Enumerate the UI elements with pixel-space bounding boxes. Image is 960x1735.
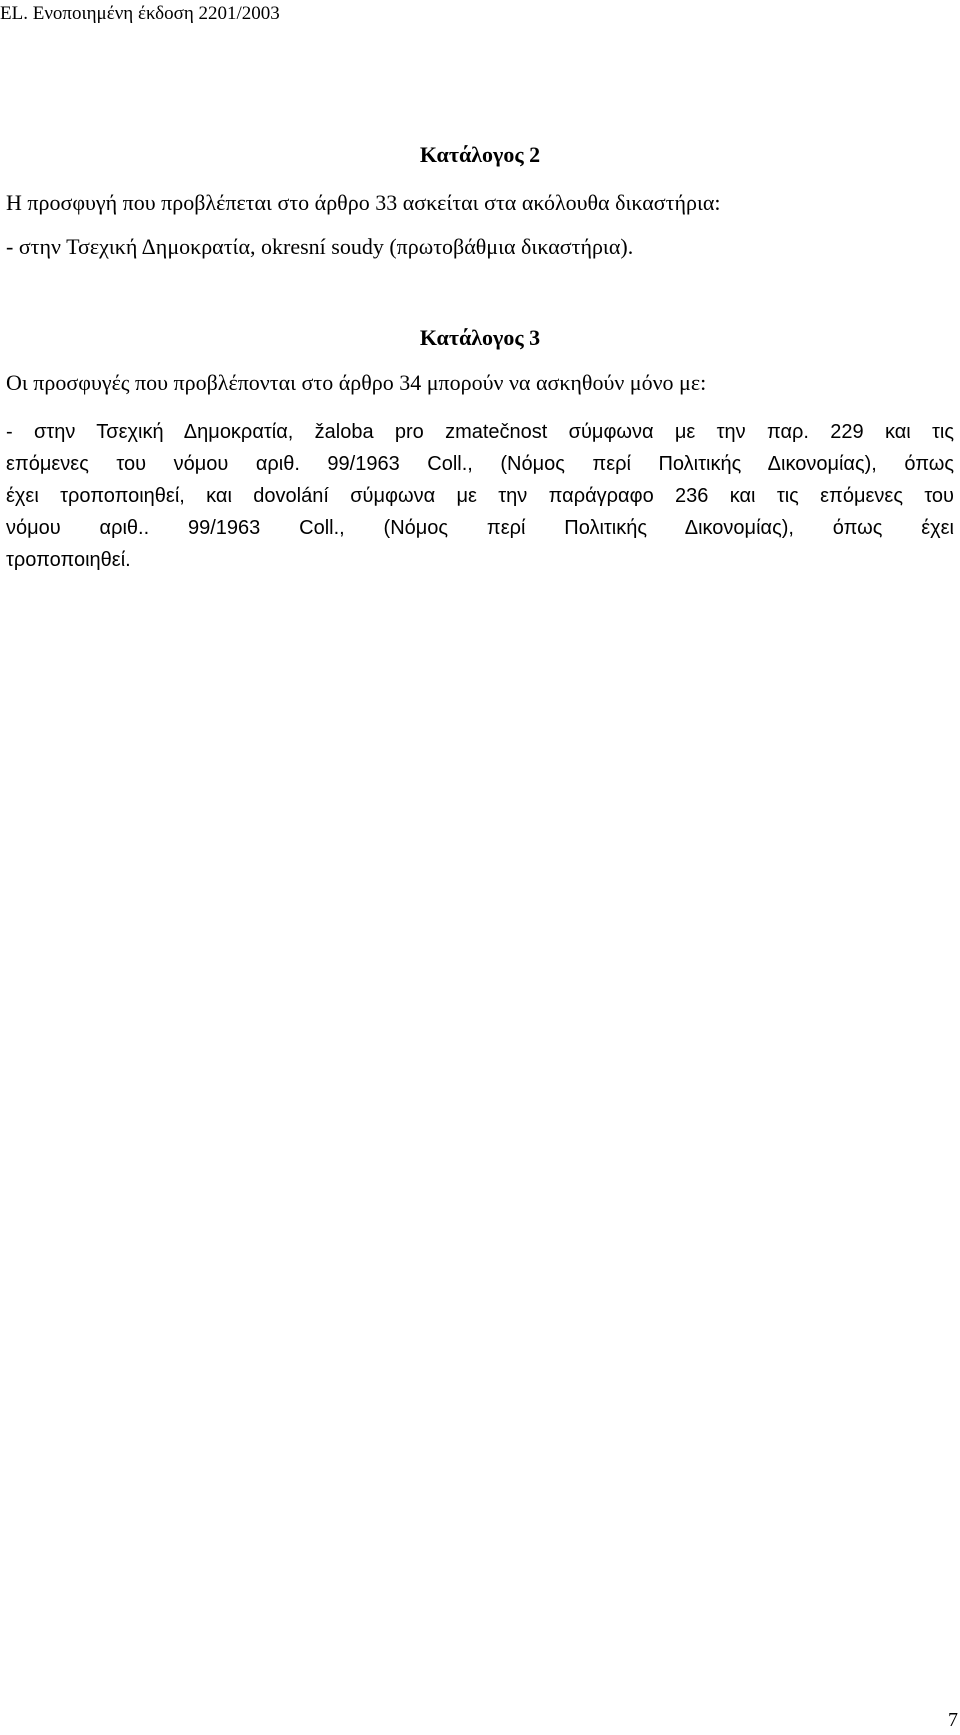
paragraph-line: τροποποιηθεί. [6,549,131,571]
section-title-list-2: Κατάλογος 2 [419,142,541,167]
list-2-item-czech: - στην Τσεχική Δημοκρατία, okresní soudy (πρωτοβάθμια δικαστήρια). [6,234,634,259]
section-title-list-3: Κατάλογος 3 [419,325,541,350]
paragraph-line: - στην Τσεχική Δημοκρατία, žaloba pro zmatečnost σύμφωνα με την παρ. 229 και τις [6,421,954,443]
paragraph-line: επόμενες του νόμου αριθ. 99/1963 Coll., (Νόμος περί Πολιτικής Δικονομίας), όπως [6,453,954,475]
list-3-intro: Οι προσφυγές που προβλέπονται στο άρθρο 34 μπορούν να ασκηθούν μόνο με: [6,370,707,395]
list-3-item-czech [6,416,954,576]
list-2-intro: Η προσφυγή που προβλέπεται στο άρθρο 33 ασκείται στα ακόλουθα δικαστήρια: [6,190,721,215]
paragraph-line: νόμου αριθ.. 99/1963 Coll., (Νόμος περί Πολιτικής Δικονομίας), όπως έχει [6,517,954,539]
running-header: EL. Ενοποιημένη έκδοση 2201/2003 [0,3,280,24]
paragraph-line: έχει τροποποιηθεί, και dovolání σύμφωνα με την παράγραφο 236 και τις επόμενες του [6,485,954,507]
page-number: 7 [948,1709,958,1731]
